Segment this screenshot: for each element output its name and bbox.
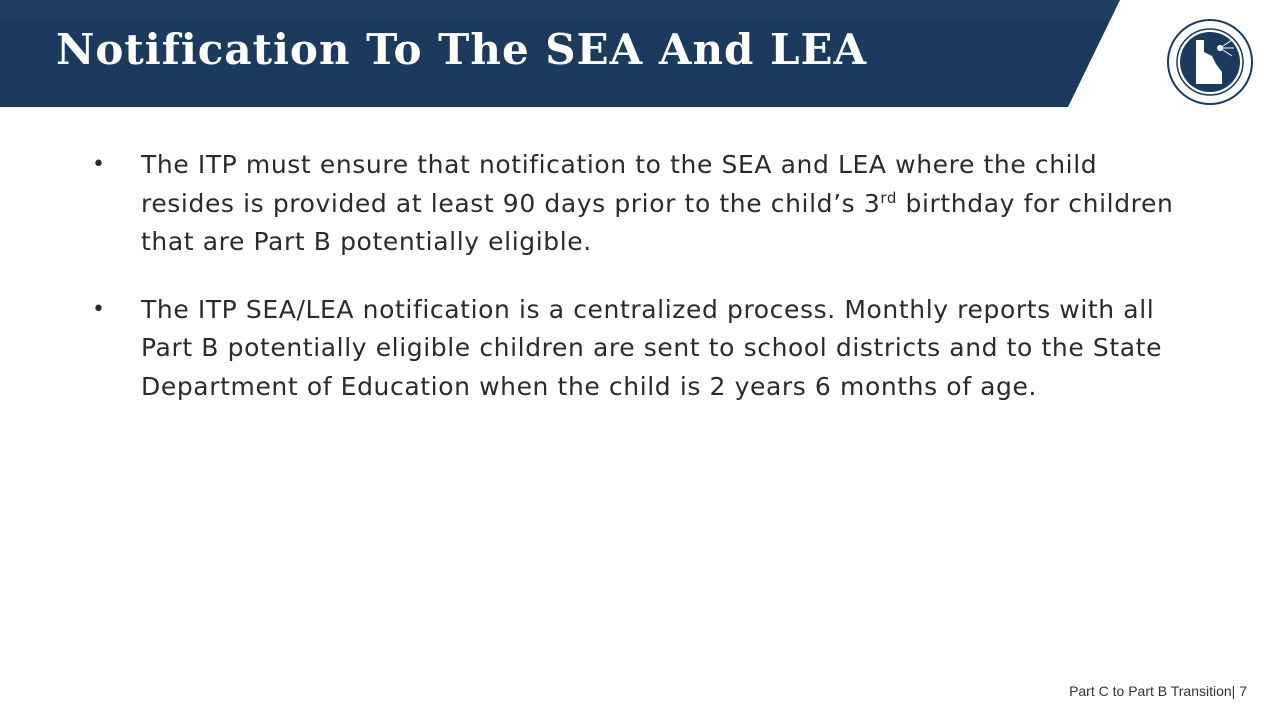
- slide-title: Notification To The SEA And LEA: [56, 25, 868, 74]
- bullet-item-2: [92, 291, 1192, 407]
- bullet-list: [92, 146, 1192, 435]
- ordinal-suffix: rd: [880, 188, 897, 207]
- bullet-item-1: [92, 146, 1192, 262]
- department-of-education-seal-icon: [1166, 18, 1254, 106]
- bullet-1-text-end: birthday for children that are Part B potentially eligible.: [141, 188, 1174, 256]
- bullet-marker: •: [92, 152, 106, 177]
- bullet-2-text: The ITP SEA/LEA notification is a centralized process. Monthly reports with all Part B potentially eligible children are sent to school districts and to the State Department of Education when the child is 2 years 6 months of age.: [141, 294, 1163, 401]
- bullet-1-text: The ITP must ensure that notification to the SEA and LEA where the child resides is provided at least 90 days prior to the child’s 3: [141, 150, 1098, 218]
- bullet-marker: •: [92, 296, 106, 322]
- slide-footer: Part C to Part B Transition| 7: [1069, 683, 1247, 699]
